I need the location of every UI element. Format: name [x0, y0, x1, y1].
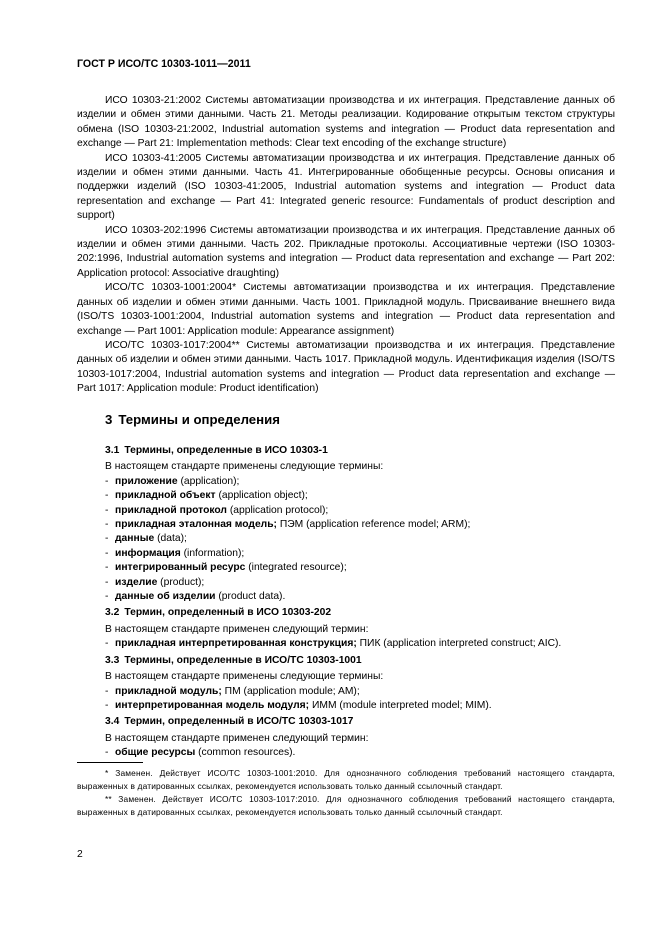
term-name: изделие [115, 576, 158, 588]
term-translation: (data); [154, 533, 187, 545]
subsection-intro: В настоящем стандарте применены следующие термины: [105, 461, 384, 473]
subsection-number: 3.3 [105, 654, 120, 666]
term-translation: (common resources). [195, 747, 296, 759]
term-item: - информация (information); [105, 547, 245, 559]
subsection-heading [105, 715, 615, 729]
term-translation: (application protocol); [226, 504, 329, 516]
footnote: * Заменен. Действует ИСО/ТС 10303-1001:2010. Для однозначного соблюдения требований настоящего стандарта, выраженных в датированных ссылках, рекомендуется использовать только данный ссылочный стандарт. [77, 768, 615, 791]
term-item: - прикладной объект (application object); [105, 490, 308, 502]
term-name: интерпретированная модель модуля; [115, 699, 310, 711]
term-translation: (product); [157, 576, 205, 588]
term-item: - интегрированный ресурс (integrated resource); [105, 562, 347, 574]
term-translation: (information); [180, 547, 245, 559]
term-translation: (product data). [215, 591, 286, 603]
subsection-heading [105, 654, 615, 668]
term-translation: ПМ (application module; AM); [221, 685, 360, 697]
term-name: общие ресурсы [115, 747, 196, 759]
reference-item: ИСО/ТС 10303-1017:2004** Системы автоматизации производства и их интеграция. Представление данных об изделии и обмен этими данными. Часть 1017. Прикладной модуль. Идентификация изделия (ISO/TS 10303-1017:2004, Industrial automation systems and integration — Product data representation and exchange — Part 1017: Application module: Product identification) [77, 339, 615, 395]
term-translation: ПЭМ (application reference model; ARM); [277, 519, 471, 531]
term-translation: ИММ (module interpreted model; MIM). [309, 699, 492, 711]
document-header: ГОСТ Р ИСО/ТС 10303-1011—2011 [77, 58, 251, 70]
reference-item: ИСО 10303-21:2002 Системы автоматизации производства и их интеграция. Представление данных об изделии и обмен этими данными. Часть 21. Методы реализации. Кодирование открытым текстом структуры обмена (ISO 10303-21:2002, Industrial automation systems and integration — Product data representation and exchange — Part 21: Implementation methods: Clear text encoding of the exchange structure) [77, 95, 615, 150]
subsection-number: 3.2 [105, 607, 120, 619]
reference-item: ИСО 10303-202:1996 Системы автоматизации производства и их интеграция. Представление данных об изделии и обмен этими данными. Часть 202. Прикладные протоколы. Ассоциативные чертежи (ISO 10303-202:1996, Industrial automation systems and integration — Product data representation and exchange — Part 202: Application protocol: Associative draughting) [77, 224, 615, 279]
term-item: - прикладная интерпретированная конструкция; ПИК (application interpreted construct; AIC). [105, 638, 562, 650]
subsection-title: Термины, определенные в ИСО 10303-1 [124, 445, 328, 456]
term-item: - интерпретированная модель модуля; ИММ (module interpreted model; MIM). [105, 699, 492, 711]
term-name: данные [115, 533, 155, 545]
term-name: прикладная эталонная модель; [115, 519, 277, 531]
reference-item: ИСО/ТС 10303-1001:2004* Системы автоматизации производства и их интеграция. Представление данных об изделии и обмен этими данными. Часть 1001. Прикладной модуль. Присваивание внешнего вида (ISO/TS 10303-1001:2004, Industrial automation systems and integration — Product data representation and exchange — Part 1001: Application module: Appearance assignment) [77, 282, 615, 337]
terms-body [105, 444, 615, 761]
section-title: Термины и определения [118, 412, 280, 427]
subsection-intro: В настоящем стандарте применен следующий термин: [105, 623, 369, 635]
term-item: - данные об изделии (product data). [105, 591, 286, 603]
footnote: ** Заменен. Действует ИСО/ТС 10303-1017:2010. Для однозначного соблюдения требований настоящего стандарта, выраженных в датированных ссылках, рекомендуется использовать только данный ссылочный стандарт. [77, 794, 615, 817]
subsection-heading [105, 444, 615, 458]
term-name: прикладной объект [115, 490, 216, 502]
term-item: - изделие (product); [105, 576, 205, 588]
term-name: данные об изделии [115, 591, 216, 603]
section-number: 3 [105, 412, 113, 427]
page-number: 2 [77, 849, 83, 860]
term-item: - общие ресурсы (common resources). [105, 747, 296, 759]
term-name: информация [115, 547, 181, 559]
term-item: - прикладная эталонная модель; ПЭМ (application reference model; ARM); [105, 519, 471, 531]
term-translation: (application object); [215, 490, 308, 502]
term-item: - прикладной модуль; ПМ (application module; AM); [105, 685, 360, 697]
term-name: прикладная интерпретированная конструкция; [115, 638, 357, 650]
subsection-heading [105, 606, 615, 620]
term-item: - данные (data); [105, 533, 187, 545]
subsection-intro: В настоящем стандарте применены следующие термины: [105, 671, 384, 683]
subsection-title: Термины, определенные в ИСО/ТС 10303-1001 [124, 654, 362, 666]
term-translation: (integrated resource); [245, 562, 347, 574]
term-name: прикладной протокол [115, 504, 227, 516]
term-item: - приложение (application); [105, 475, 240, 487]
term-name: прикладной модуль; [115, 685, 222, 697]
footnotes [77, 767, 615, 819]
subsection-number: 3.4 [105, 716, 120, 728]
subsection-title: Термин, определенный в ИСО/ТС 10303-1017 [124, 716, 354, 728]
subsection-number: 3.1 [105, 445, 120, 456]
subsection-title: Термин, определенный в ИСО 10303-202 [124, 607, 332, 619]
term-name: приложение [115, 475, 178, 487]
term-translation: (application); [177, 475, 240, 487]
section-heading [105, 412, 280, 427]
term-translation: ПИК (application interpreted construct; AIC). [356, 638, 562, 650]
footnote-divider [77, 762, 143, 763]
reference-item: ИСО 10303-41:2005 Системы автоматизации производства и их интеграция. Представление данных об изделии и обмен этими данными. Часть 41. Интегрированные обобщенные ресурсы. Основы описания и поддержки изделий (ISO 10303-41:2005, Industrial automation systems and integration — Product data representation and exchange — Part 41: Integrated generic resource: Fundamentals of product description and support) [77, 152, 615, 222]
subsection-intro: В настоящем стандарте применен следующий термин: [105, 732, 369, 744]
normative-references [77, 94, 615, 397]
term-item: - прикладной протокол (application protocol); [105, 504, 329, 516]
term-name: интегрированный ресурс [115, 562, 246, 574]
